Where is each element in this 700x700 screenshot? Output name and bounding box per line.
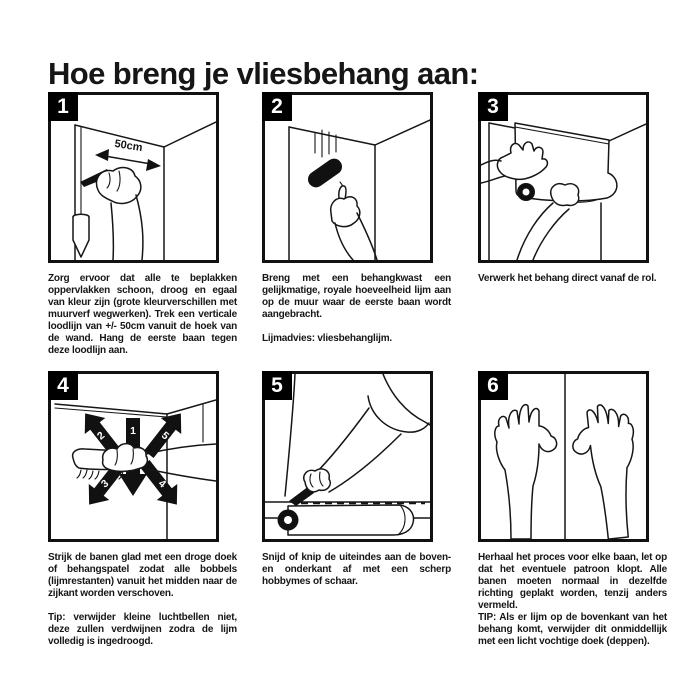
caption-paragraph: Tip: verwijder kleine luchtbellen niet, deze zullen verdwijnen zodra de lijm volledig is ingedroogd.: [48, 612, 237, 647]
wall-corner: [75, 122, 216, 260]
measure-arrow-50cm: [95, 138, 161, 171]
wallpaper-roll-end: [517, 183, 535, 201]
step-2-caption: [262, 273, 451, 345]
step-6-caption: [478, 552, 667, 648]
page-title: Hoe breng je vliesbehang aan:: [48, 55, 479, 91]
arrow-5-label: 5: [158, 429, 172, 443]
arrow-4-label: 4: [155, 477, 169, 491]
step-number-badge: 2: [262, 92, 292, 121]
arrow-3-label: 3: [98, 477, 112, 491]
step-1-illustration: [48, 92, 219, 263]
caption-paragraph: TIP: Als er lijm op de bovenkant van het behang komt, verwijder dit onmiddellijk met een licht vochtige doek (deppen).: [478, 612, 667, 647]
step-number-badge: 1: [48, 92, 78, 121]
step-4-caption: [48, 552, 237, 648]
step-panel-1: [48, 92, 237, 357]
step-number-badge: 3: [478, 92, 508, 121]
cutting-hand: [304, 469, 331, 492]
step-3-illustration: [478, 92, 649, 263]
step-number-badge: 6: [478, 371, 508, 400]
caption-paragraph: Snijd of knip de uiteindes aan de boven- en onderkant af met een scherp hobbymes of schaar.: [262, 552, 451, 587]
caption-paragraph: Lijmadvies: vliesbehanglijm.: [262, 333, 393, 344]
caption-paragraph: Zorg ervoor dat alle te beplakken oppervlakken schoon, droog en egaal van kleur zijn (grote kleurverschillen met muurverf wegwerken). Trek een verticale loodlijn van +/- 50cm vanuit de hoek van de wand. Hang de eerste baan tegen deze loodlijn aan.: [48, 273, 237, 356]
wall-corner: [289, 120, 430, 260]
step-panel-2: [262, 92, 451, 345]
caption-paragraph: Strijk de banen glad met een droge doek of behangspatel zodat alle bobbels (lijmrestanten) vanuit het midden naar de zijkant worden verschoven.: [48, 552, 237, 599]
marking-hand: [96, 168, 142, 260]
step-panel-3: [478, 92, 667, 285]
step-number-badge: 4: [48, 371, 78, 400]
step-4-illustration: [48, 371, 219, 542]
caption-paragraph: Breng met een behangkwast een gelijkmatige, royale hoeveelheid lijm aan op de muur waar de eerste baan wordt aangebracht.: [262, 273, 451, 320]
step-panel-5: [262, 371, 451, 588]
step-panel-6: [478, 371, 667, 648]
wallpaper-roll: [278, 505, 414, 535]
holding-hand: [331, 186, 377, 260]
caption-paragraph: Verwerk het behang direct vanaf de rol.: [478, 273, 657, 284]
step-3-caption: [478, 273, 667, 285]
step-1-caption: [48, 273, 237, 357]
step-5-illustration: [262, 371, 433, 542]
step-number-badge: 5: [262, 371, 292, 400]
step-6-illustration: [478, 371, 649, 542]
left-hand: [495, 405, 557, 539]
arrow-2-label: 2: [94, 429, 108, 443]
measure-label: 50cm: [113, 137, 144, 155]
step-5-caption: [262, 552, 451, 588]
right-hand: [569, 402, 645, 539]
caption-paragraph: Herhaal het proces voor elke baan, let op dat het eventuele patroon klopt. Alle banen moeten normaal in dezelfde richting geplakt worden, tenzij anders vermeld.: [478, 552, 667, 611]
step-2-illustration: [262, 92, 433, 263]
arrow-1-label: 1: [130, 425, 136, 437]
sleeve: [368, 374, 430, 432]
step-panel-4: [48, 371, 237, 648]
